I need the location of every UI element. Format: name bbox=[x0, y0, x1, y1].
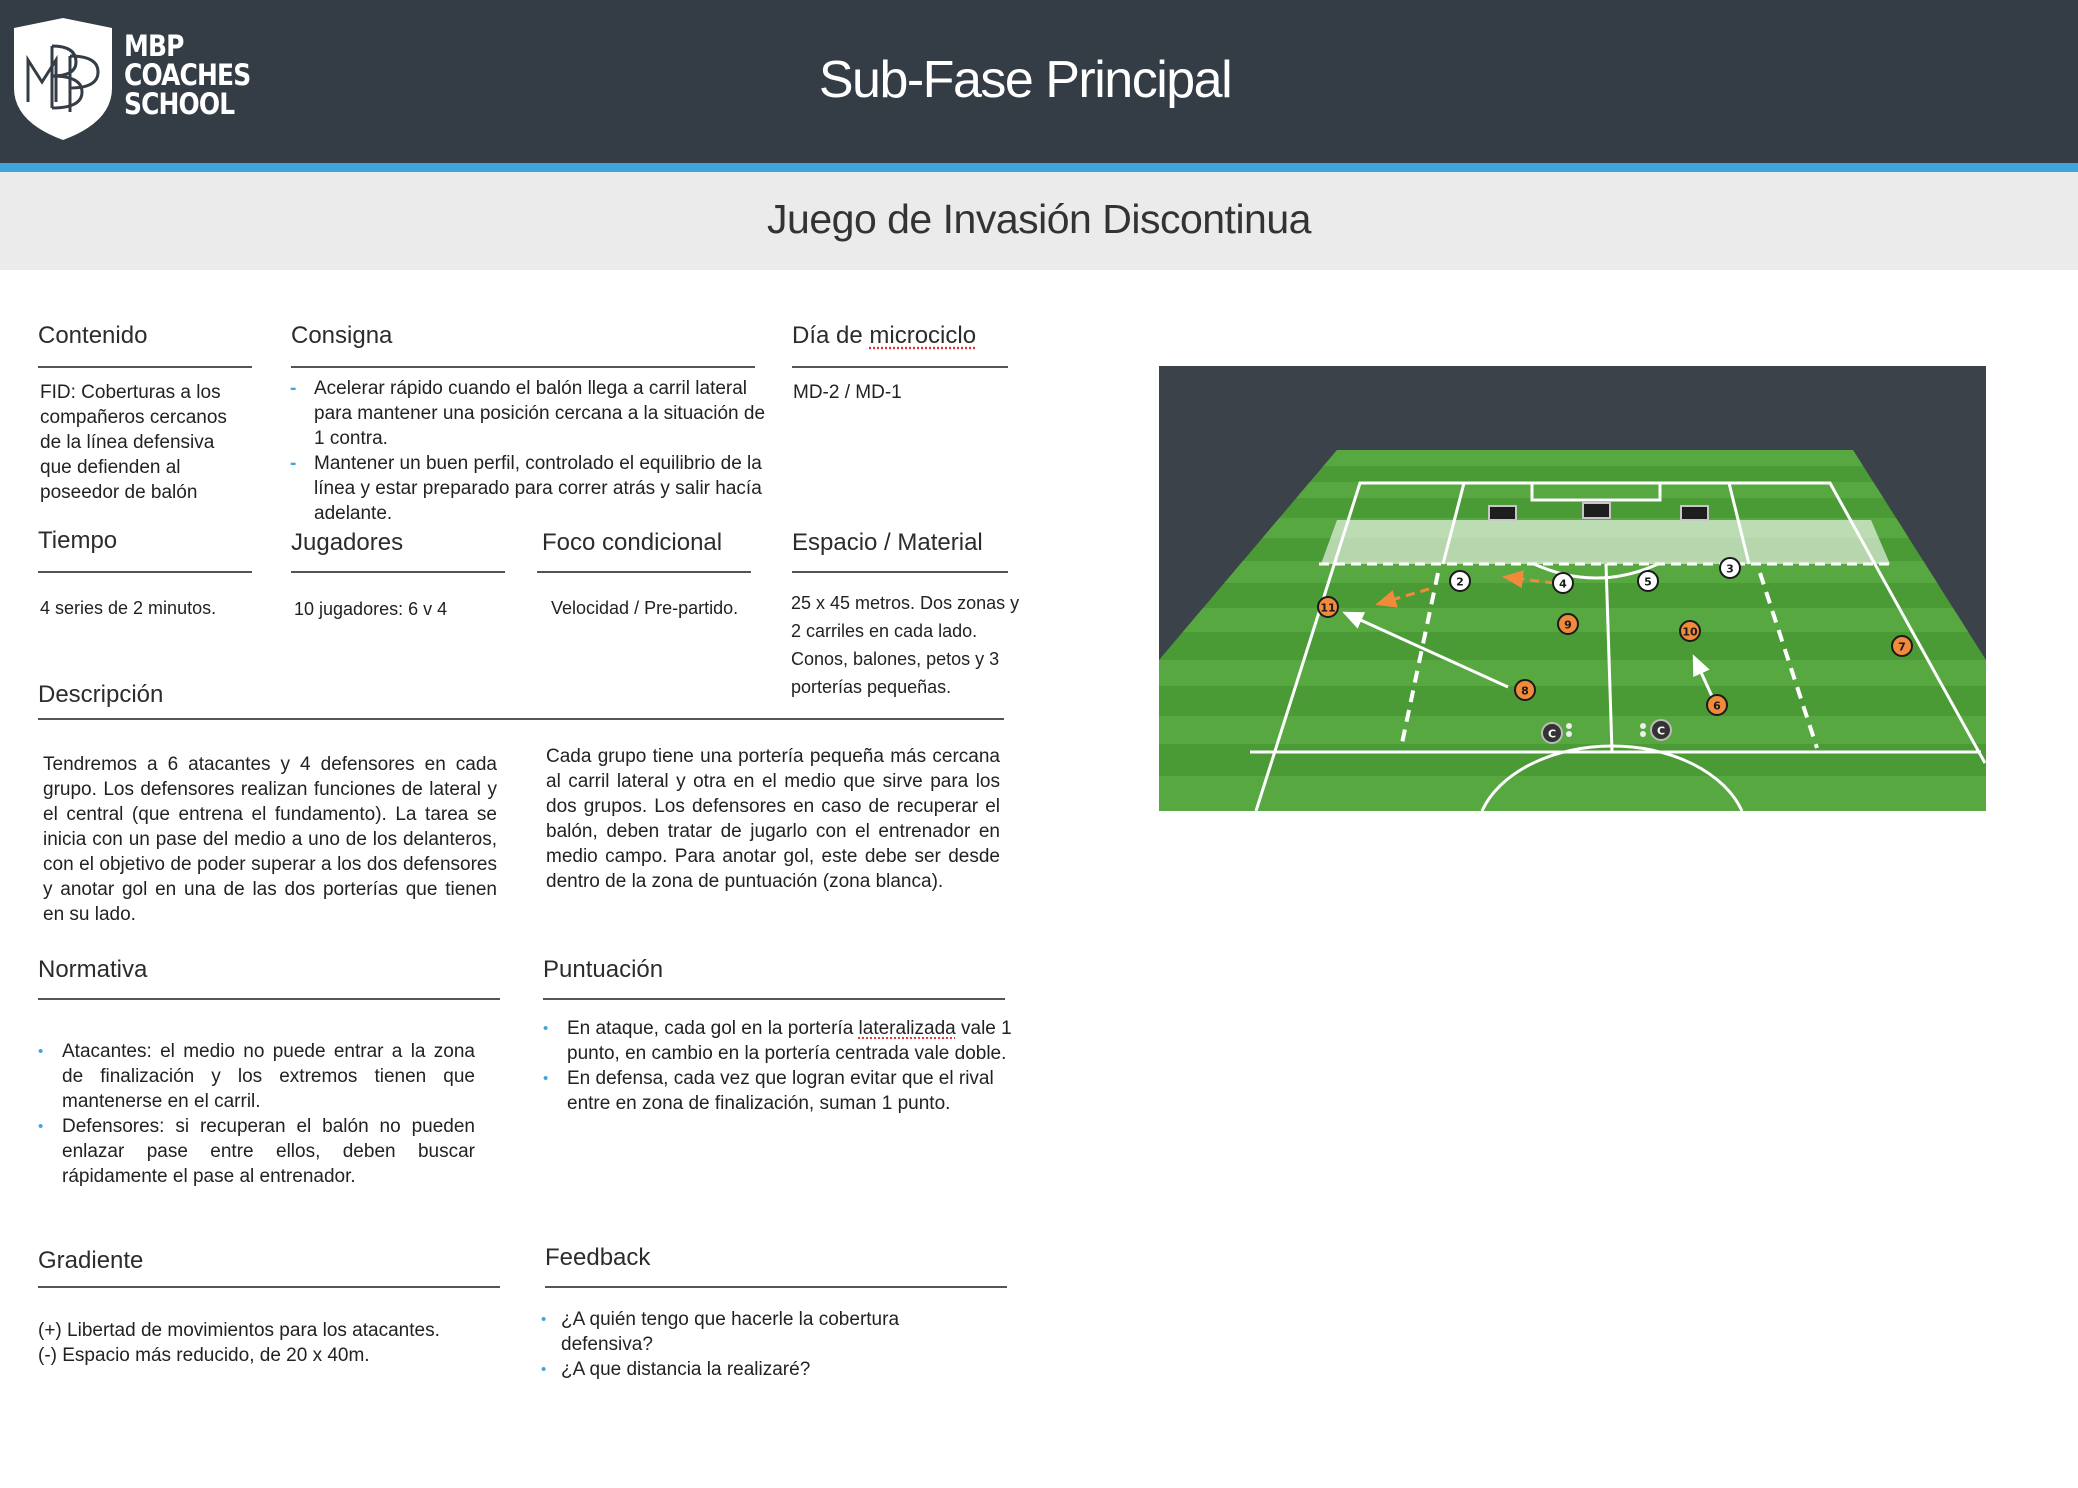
page-title: Sub-Fase Principal bbox=[818, 51, 1232, 109]
consigna-title: Consigna bbox=[291, 322, 393, 349]
page-subtitle: Juego de Invasión Discontinua bbox=[767, 196, 1311, 242]
contenido-rule bbox=[38, 366, 252, 368]
consigna-list bbox=[290, 376, 768, 526]
tiempo-title: Tiempo bbox=[38, 527, 118, 554]
descripcion-title: Descripción bbox=[38, 681, 164, 708]
player-marker bbox=[1680, 621, 1700, 641]
gradiente-rule bbox=[38, 1286, 500, 1288]
feedback-title: Feedback bbox=[545, 1244, 651, 1271]
gradiente-text bbox=[38, 1318, 440, 1368]
player-marker bbox=[1651, 720, 1671, 740]
dia-title bbox=[792, 322, 976, 350]
puntuacion-item bbox=[543, 1016, 1013, 1066]
player-number: 3 bbox=[1726, 562, 1734, 576]
descripcion-left: Tendremos a 6 atacantes y 4 defensores en cada grupo. Los defensores realizan funciones de lateral y el central (que entrena el fundamento). La tarea se inicia con un pase del medio a uno de los delanteros, con el objetivo de poder superar a los dos defensores y anotar gol en una de las dos porterías que tienen en su lado. bbox=[43, 754, 497, 925]
player-number: 7 bbox=[1898, 640, 1906, 654]
dia-rule bbox=[792, 366, 1008, 368]
player-marker bbox=[1553, 573, 1573, 593]
feedback-list bbox=[541, 1307, 931, 1382]
feedback-item: • ¿A quién tengo que hacerle la cobertura defensiva? bbox=[541, 1307, 931, 1357]
foco-rule bbox=[537, 571, 751, 573]
espacio-title: Espacio / Material bbox=[792, 529, 983, 556]
jugadores-rule bbox=[291, 571, 505, 573]
contenido-text: FID: Coberturas a los compañeros cercanos de la línea defensiva que defienden al poseedor de balón bbox=[40, 382, 227, 503]
player-marker bbox=[1892, 636, 1912, 656]
player-number: 6 bbox=[1713, 699, 1721, 713]
header-stripe bbox=[0, 163, 2078, 172]
gradiente-line: (-) Espacio más reducido, de 20 x 40m. bbox=[38, 1345, 370, 1366]
espacio-rule bbox=[792, 571, 1008, 573]
espacio-text: 25 x 45 metros. Dos zonas y 2 carriles en cada lado. Conos, balones, petos y 3 porterías pequeñas. bbox=[791, 593, 1020, 697]
player-number: 9 bbox=[1564, 618, 1572, 632]
player-marker bbox=[1558, 614, 1578, 634]
score-zone bbox=[1321, 520, 1890, 564]
player-marker bbox=[1542, 723, 1562, 743]
puntuacion-item-word: lateralizada bbox=[858, 1018, 956, 1039]
player-marker bbox=[1318, 597, 1338, 617]
player-number: 4 bbox=[1559, 577, 1567, 591]
player-marker bbox=[1515, 680, 1535, 700]
player-number: 11 bbox=[1320, 601, 1336, 615]
puntuacion-list bbox=[543, 1016, 1013, 1116]
normativa-title: Normativa bbox=[38, 956, 148, 983]
player-marker bbox=[1707, 695, 1727, 715]
puntuacion-rule bbox=[543, 998, 1005, 1000]
logo-line: SCHOOL bbox=[124, 87, 235, 121]
normativa-list bbox=[38, 1039, 475, 1189]
contenido-title: Contenido bbox=[38, 322, 148, 349]
puntuacion-item: • En defensa, cada vez que logran evitar que el rival entre en zona de finalización, suman 1 punto. bbox=[543, 1066, 1013, 1116]
dia-text: MD-2 / MD-1 bbox=[793, 382, 902, 403]
puntuacion-item-suffix: vale 1 punto, en cambio en la portería centrada vale doble. bbox=[567, 1018, 1012, 1064]
consigna-item: - Acelerar rápido cuando el balón llega a carril lateral para mantener una posición cercana a la situación de 1 contra. bbox=[290, 376, 768, 451]
dia-title-prefix: Día de bbox=[792, 322, 870, 349]
descripcion-right: Cada grupo tiene una portería pequeña más cercana al carril lateral y otra en el medio que sirve para los dos grupos. Los defensores en caso de recuperar el balón, deben tratar de jugarlo con el entrenador en medio campo. Para anotar gol, este debe ser desde dentro de la zona de puntuación (zona blanca). bbox=[546, 746, 1000, 892]
player-number: 5 bbox=[1644, 575, 1652, 589]
player-number: 2 bbox=[1456, 575, 1464, 589]
tiempo-rule bbox=[38, 571, 252, 573]
feedback-item: • ¿A que distancia la realizaré? bbox=[541, 1357, 931, 1382]
gradiente-title: Gradiente bbox=[38, 1247, 144, 1274]
puntuacion-title: Puntuación bbox=[543, 956, 664, 983]
jugadores-title: Jugadores bbox=[291, 529, 404, 556]
gradiente-line: (+) Libertad de movimientos para los atacantes. bbox=[38, 1320, 440, 1341]
feedback-rule bbox=[545, 1286, 1007, 1288]
normativa-item: • Defensores: si recuperan el balón no pueden enlazar pase entre ellos, deben buscar rápidamente el pase al entrenador. bbox=[38, 1114, 475, 1189]
player-marker bbox=[1720, 558, 1740, 578]
consigna-rule bbox=[291, 366, 755, 368]
tactical-diagram bbox=[1159, 366, 1986, 811]
descripcion-rule bbox=[38, 718, 1004, 720]
logo-line: COACHES bbox=[124, 58, 251, 92]
player-number: C bbox=[1656, 724, 1666, 738]
puntuacion-item-prefix: En ataque, cada gol en la portería bbox=[567, 1018, 859, 1039]
logo-line: MBP bbox=[124, 29, 184, 63]
jugadores-text: 10 jugadores: 6 v 4 bbox=[294, 599, 448, 619]
foco-title: Foco condicional bbox=[542, 529, 723, 556]
foco-text: Velocidad / Pre-partido. bbox=[551, 598, 739, 618]
tiempo-text: 4 series de 2 minutos. bbox=[40, 598, 217, 618]
player-number: 8 bbox=[1521, 684, 1529, 698]
player-marker bbox=[1638, 571, 1658, 591]
pitch-svg bbox=[1159, 366, 1986, 811]
player-number: C bbox=[1547, 727, 1557, 741]
player-number: 10 bbox=[1682, 625, 1698, 639]
consigna-item: - Mantener un buen perfil, controlado el equilibrio de la línea y estar preparado para correr atrás y salir hacía adelante. bbox=[290, 451, 768, 526]
normativa-rule bbox=[38, 998, 500, 1000]
dia-title-word: microciclo bbox=[869, 322, 977, 349]
normativa-item: • Atacantes: el medio no puede entrar a la zona de finalización y los extremos tienen que mantenerse en el carril. bbox=[38, 1039, 475, 1114]
player-marker bbox=[1450, 571, 1470, 591]
